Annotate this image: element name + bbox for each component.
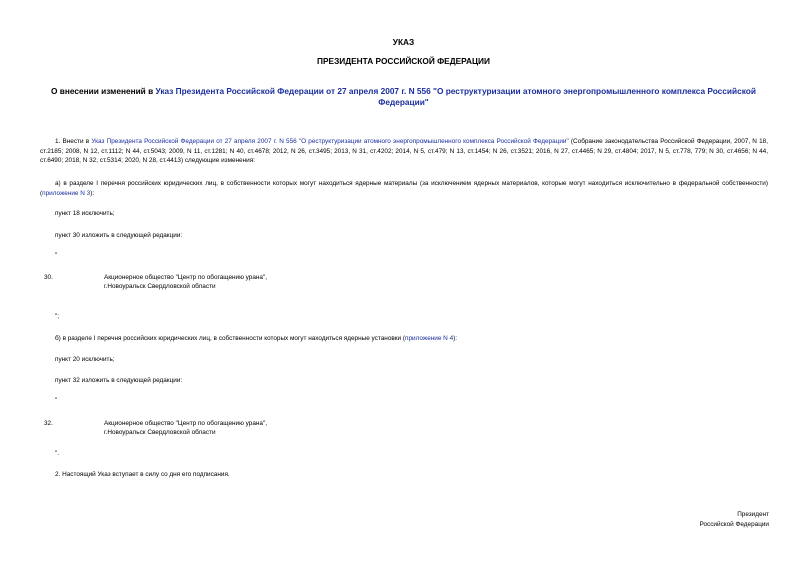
item-a bbox=[40, 179, 768, 198]
para1-decree-link[interactable]: Указ Президента Российской Федерации от 27 апреля 2007 г. N 556 "О реструктуризации атомного энергопромышленного комплекса Российской Федерации" bbox=[91, 138, 569, 145]
signature-title: Президент bbox=[737, 511, 769, 518]
entry-32-number: 32. bbox=[44, 420, 53, 427]
para1-suffix: (Собрание законодательства Российской Федерации, 2007, N 18, ст.2185; 2008, N 12, ст.1112; N 44, ст.5043; 2009, N 11, ст.1281; N 40, ст.4678; 2012, N 26, ст.3495; 2013, N 31, ст.4202; 2014, N 5, ст.479; N 13, ст.1454; N 26, ст.3521; 2016, N 27, ст.4465; N 29, ст.4804; 2017, N 5, ст.778, 779; N 30, ст.4656; N 44, ст.6490; 2018, N 32, ст.5314; 2020, N 28, ст.4413) следующие изменения: bbox=[40, 138, 768, 164]
item-b bbox=[55, 335, 457, 342]
entry-30-name: Акционерное общество "Центр по обогащению урана", bbox=[104, 274, 268, 281]
a-line-restate: пункт 30 изложить в следующей редакции: bbox=[55, 232, 183, 239]
paragraph-1 bbox=[40, 137, 768, 166]
entry-32-name: Акционерное общество "Центр по обогащению урана", bbox=[104, 420, 268, 427]
a-open-quote: " bbox=[55, 252, 58, 259]
para1-prefix: 1. Внести в bbox=[55, 138, 92, 145]
b-close-quote: ". bbox=[55, 450, 60, 457]
signature-org: Российской Федерации bbox=[699, 521, 769, 528]
appendix-4-link[interactable]: приложение N 4 bbox=[405, 335, 454, 342]
entry-30-number: 30. bbox=[44, 274, 53, 281]
title-prefix: О внесении изменений в bbox=[51, 86, 156, 96]
b-line-restate: пункт 32 изложить в следующей редакции: bbox=[55, 377, 183, 384]
item-a-text: а) в разделе I перечня российских юридических лиц, в собственности которых могут находиться ядерные материалы (за исключением ядерных материалов, которые могут находиться исключительно в федеральной собственности) ( bbox=[40, 180, 768, 197]
entry-32-city: г.Новоуральск Свердловской области bbox=[104, 429, 216, 436]
title-decree-link[interactable]: Указ Президента Российской Федерации от 27 апреля 2007 г. N 556 "О реструктуризации атомного энергопромышленного комплекса Российской Федерации" bbox=[155, 86, 756, 107]
b-open-quote: " bbox=[55, 397, 58, 404]
a-close-quote: "; bbox=[55, 313, 60, 320]
item-b-text: б) в разделе I перечня российских юридических лиц, в собственности которых могут находиться ядерные установки ( bbox=[55, 335, 406, 342]
entry-30-city: г.Новоуральск Свердловской области bbox=[104, 283, 216, 290]
paragraph-2: 2. Настоящий Указ вступает в силу со дня его подписания. bbox=[55, 471, 230, 478]
item-a-suffix: ): bbox=[90, 189, 95, 197]
appendix-3-link[interactable]: приложение N 3 bbox=[42, 189, 91, 197]
a-line-exclude: пункт 18 исключить; bbox=[55, 210, 115, 217]
item-b-suffix: ): bbox=[453, 335, 458, 342]
decree-subheading: ПРЕЗИДЕНТА РОССИЙСКОЙ ФЕДЕРАЦИИ bbox=[317, 56, 490, 66]
document-title bbox=[40, 86, 767, 108]
decree-heading: УКАЗ bbox=[392, 37, 415, 47]
b-line-exclude: пункт 20 исключить; bbox=[55, 356, 115, 363]
